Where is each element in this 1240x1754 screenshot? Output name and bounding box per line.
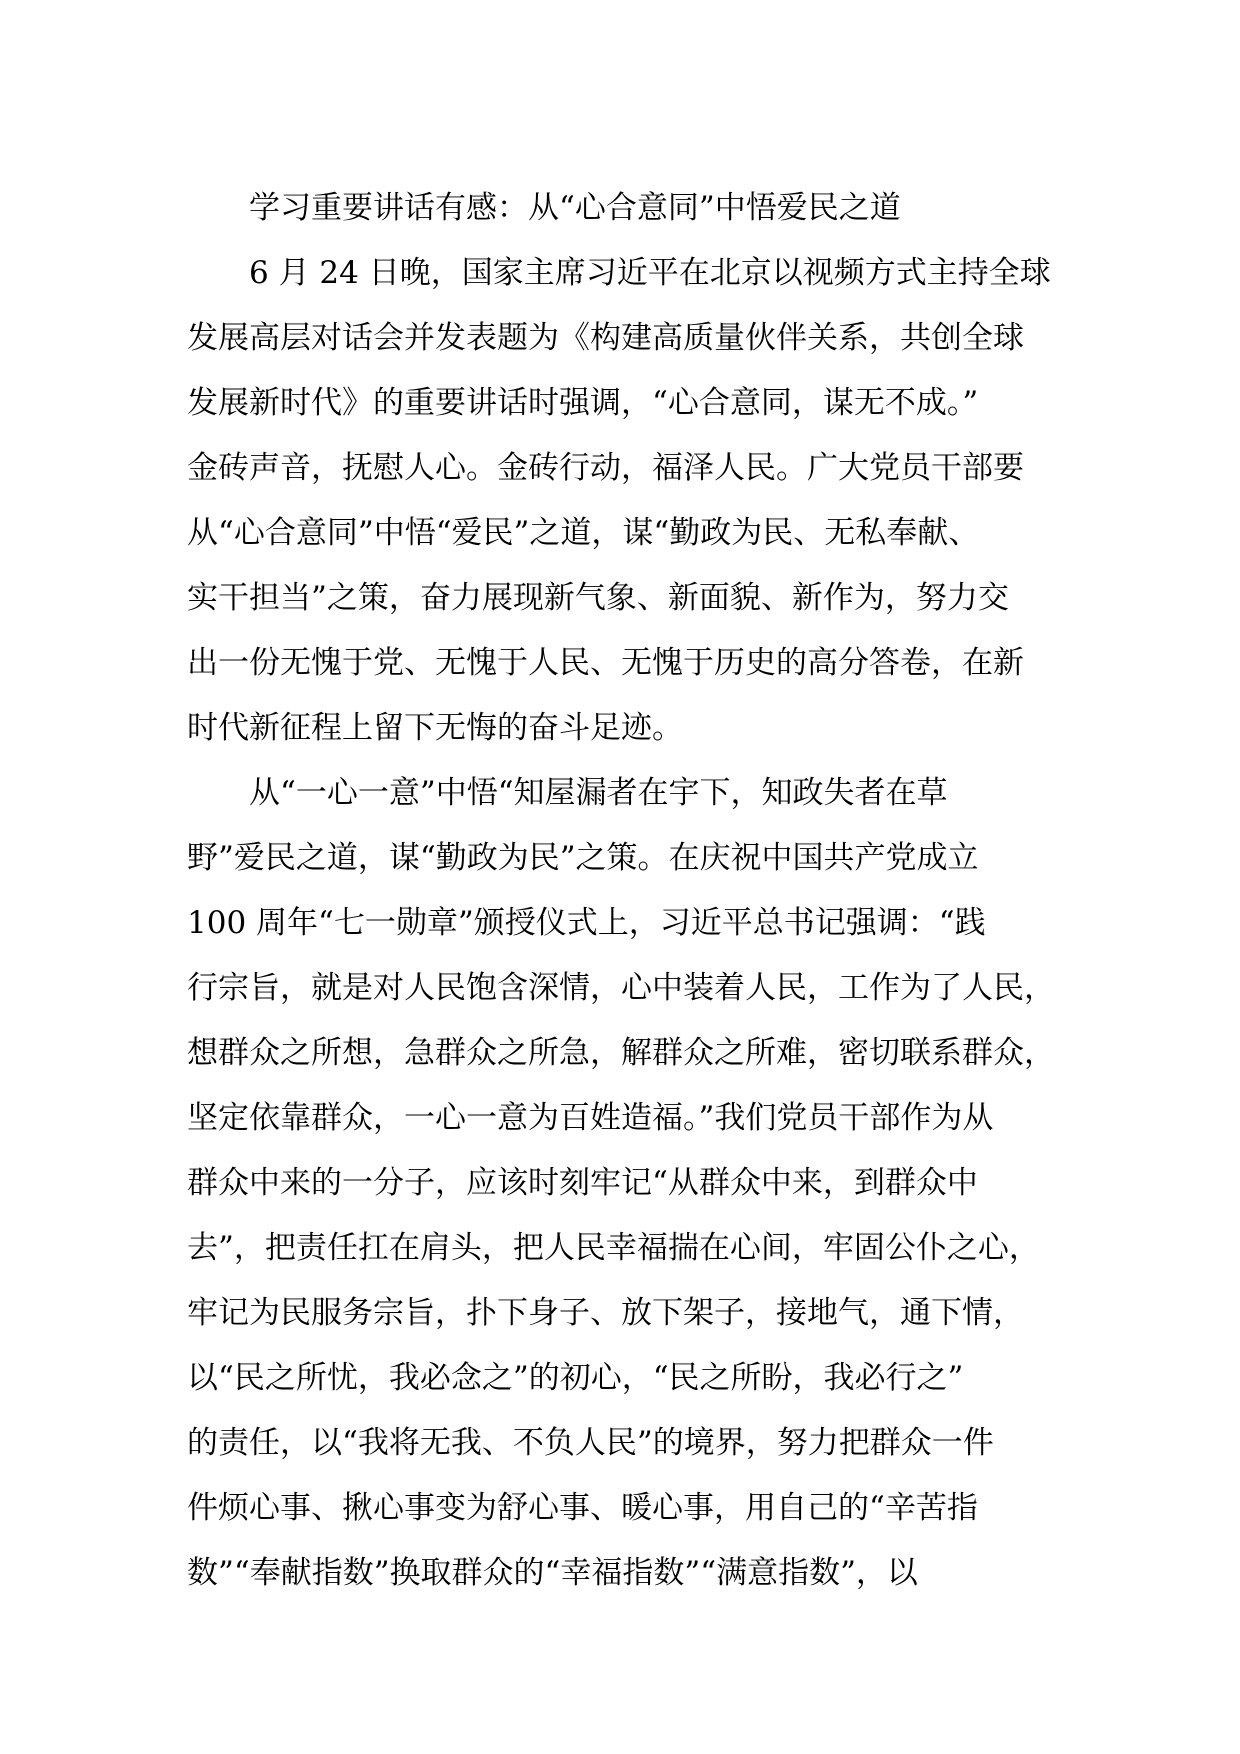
paragraph-line: 实干担当”之策，奋力展现新气象、新面貌、新作为，努力交 <box>187 580 1009 616</box>
paragraph-line: 坚定依靠群众，一心一意为百姓造福。”我们党员干部作为从 <box>187 1100 994 1136</box>
paragraph-line: 野”爱民之道，谋“勤政为民”之策。在庆祝中国共产党成立 <box>187 840 979 876</box>
paragraph-line: 数”“奉献指数”换取群众的“幸福指数”“满意指数”，以 <box>187 1555 918 1591</box>
paragraph-line: 的责任，以“我将无我、不负人民”的境界，努力把群众一件 <box>187 1425 994 1461</box>
paragraph-line: 去”，把责任扛在肩头，把人民幸福揣在心间，牢固公仆之心， <box>187 1230 1040 1266</box>
paragraph-2 <box>187 761 1092 1606</box>
document-body <box>187 176 1092 1606</box>
paragraph-line: 以“民之所忧，我必念之”的初心，“民之所盼，我必行之” <box>187 1360 964 1396</box>
document-title: 学习重要讲话有感：从“心合意同”中悟爱民之道 <box>249 190 901 226</box>
paragraph-line: 从“一心一意”中悟“知屋漏者在宇下，知政失者在草 <box>249 775 948 811</box>
paragraph-line: 发展高层对话会并发表题为《构建高质量伙伴关系，共创全球 <box>187 320 1024 356</box>
paragraph-line: 群众中来的一分子，应该时刻牢记“从群众中来，到群众中 <box>187 1165 978 1201</box>
paragraph-line: 时代新征程上留下无悔的奋斗足迹。 <box>187 710 683 746</box>
paragraph-line: 出一份无愧于党、无愧于人民、无愧于历史的高分答卷，在新 <box>187 645 1024 681</box>
paragraph-line: 行宗旨，就是对人民饱含深情，心中装着人民，工作为了人民， <box>187 970 1055 1006</box>
paragraph-line: 从“心合意同”中悟“爱民”之道，谋“勤政为民、无私奉献、 <box>187 515 980 551</box>
paragraph-line: 金砖声音，抚慰人心。金砖行动，福泽人民。广大党员干部要 <box>187 450 1024 486</box>
paragraph-line: 想群众之所想，急群众之所急，解群众之所难，密切联系群众， <box>187 1035 1055 1071</box>
paragraph-line: 100 周年“七一勋章”颁授仪式上，习近平总书记强调：“践 <box>187 905 986 941</box>
paragraph-line: 发展新时代》的重要讲话时强调，“心合意同，谋无不成。” <box>187 385 979 421</box>
paragraph-line: 件烦心事、揪心事变为舒心事、暖心事，用自己的“辛苦指 <box>187 1490 978 1526</box>
paragraph-line: 6 月 24 日晚，国家主席习近平在北京以视频方式主持全球 <box>249 255 1051 291</box>
paragraph-1 <box>187 241 1092 761</box>
paragraph-line: 牢记为民服务宗旨，扑下身子、放下架子，接地气，通下情， <box>187 1295 1024 1331</box>
